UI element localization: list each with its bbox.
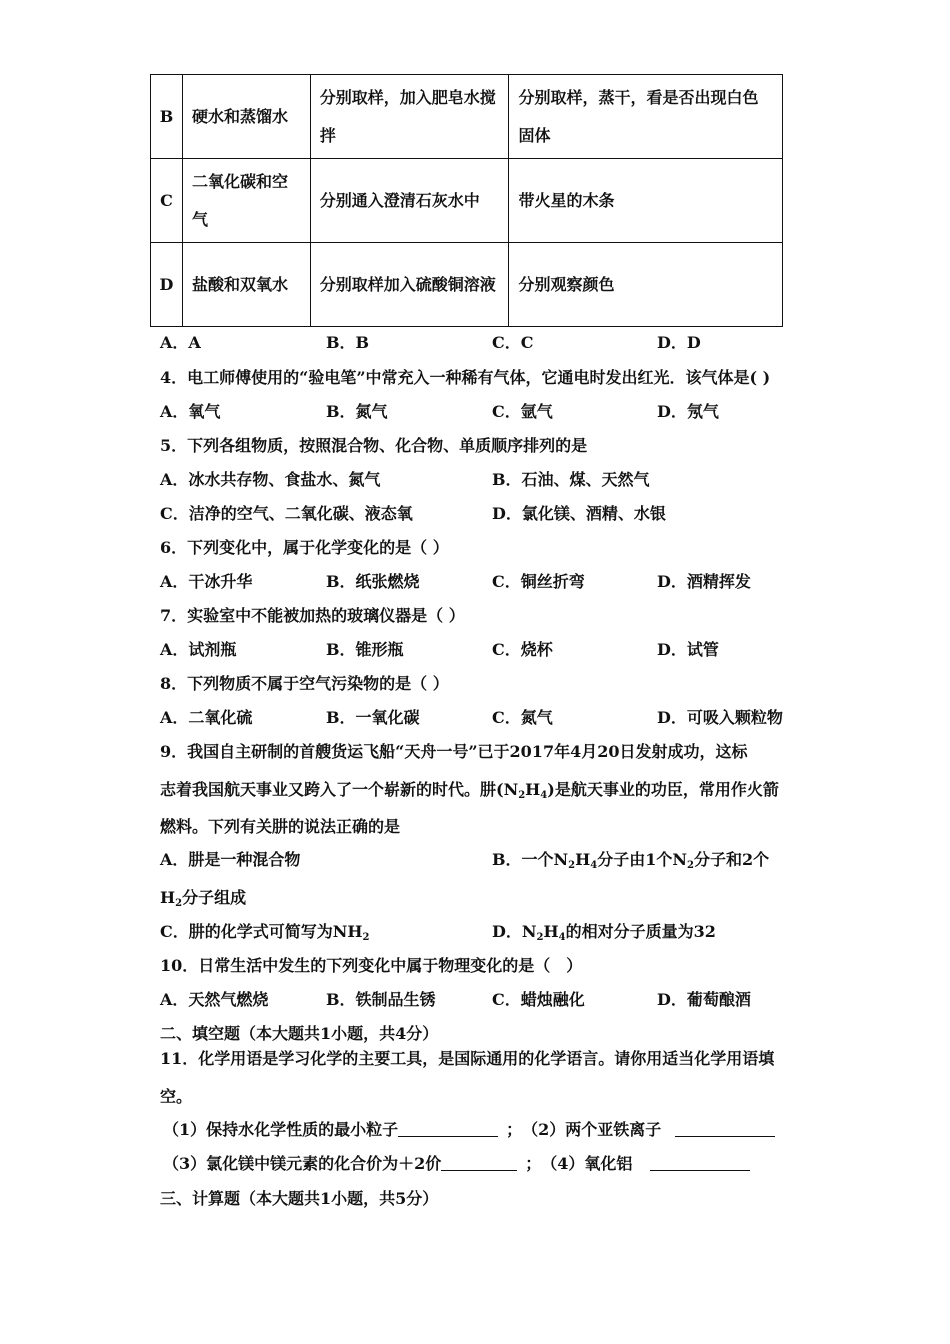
subscript: 2	[568, 860, 576, 871]
q8-option-a: A．二氧化硫	[160, 708, 253, 727]
q3-option-d: D．D	[657, 333, 701, 352]
text: H	[543, 922, 559, 941]
text: 的相对分子质量为32	[565, 922, 716, 941]
q7-stem: 7．实验室中不能被加热的玻璃仪器是（ ）	[160, 606, 465, 625]
q4-option-a: A．氧气	[160, 402, 221, 421]
text: （1）保持水化学性质的最小粒子	[163, 1120, 399, 1139]
text: H	[575, 850, 591, 869]
text: （2）两个亚铁离子	[530, 1120, 662, 1139]
table-row	[151, 159, 783, 243]
q8-stem: 8．下列物质不属于空气污染物的是（ ）	[160, 674, 449, 693]
q11-row-2	[163, 1152, 750, 1176]
row-label: C	[151, 159, 183, 243]
answer-blank[interactable]	[441, 1154, 517, 1171]
q6-stem: 6．下列变化中，属于化学变化的是（ ）	[160, 538, 449, 557]
q6-option-a: A．干冰升华	[160, 572, 253, 591]
text: D．N	[492, 922, 537, 941]
row-label: D	[151, 243, 183, 327]
text: )是航天事业的功臣，常用作火箭	[547, 780, 779, 799]
text: 分子由1个N	[597, 850, 687, 869]
q10-option-b: B．铁制品生锈	[326, 990, 436, 1009]
text: （4）氧化铝	[549, 1154, 633, 1173]
text: B．一个N	[492, 850, 569, 869]
q9-stem-line3: 燃料。下列有关肼的说法正确的是	[160, 817, 401, 836]
q9-option-a: A．肼是一种混合物	[160, 850, 301, 869]
text: 志着我国航天事业又跨入了一个崭新的时代。肼(N	[160, 780, 519, 799]
row-method1: 分别通入澄清石灰水中	[310, 159, 509, 243]
text: H	[160, 888, 176, 907]
q11-stem-line2: 空。	[160, 1087, 193, 1106]
section-3-heading: 三、计算题（本大题共1小题，共5分）	[160, 1189, 439, 1208]
q3-option-b: B．B	[326, 333, 370, 352]
subscript: 2	[686, 860, 694, 871]
experiment-table	[150, 74, 783, 327]
q11-row-1	[163, 1118, 775, 1142]
text: 分子组成	[182, 888, 247, 907]
q11-stem-line1: 11．化学用语是学习化学的主要工具，是国际通用的化学语言。请你用适当化学用语填	[160, 1049, 775, 1068]
subscript: 4	[540, 790, 548, 801]
q8-option-c: C．氮气	[492, 708, 553, 727]
q4-option-c: C．氩气	[492, 402, 553, 421]
answer-blank[interactable]	[650, 1154, 750, 1171]
q10-stem: 10．日常生活中发生的下列变化中属于物理变化的是（ ）	[160, 956, 583, 975]
q6-option-b: B．纸张燃烧	[326, 572, 420, 591]
answer-blank[interactable]	[398, 1120, 498, 1137]
q6-option-c: C．铜丝折弯	[492, 572, 585, 591]
q10-option-d: D．葡萄酿酒	[657, 990, 751, 1009]
text: （3）氯化镁中镁元素的化合价为＋2价	[163, 1154, 442, 1173]
q3-option-c: C．C	[492, 333, 534, 352]
q6-option-d: D．酒精挥发	[657, 572, 751, 591]
subscript: 2	[518, 790, 526, 801]
q5-stem: 5．下列各组物质，按照混合物、化合物、单质顺序排列的是	[160, 436, 588, 455]
q5-option-c: C．洁净的空气、二氧化碳、液态氧	[160, 504, 413, 523]
subscript: 2	[536, 932, 544, 943]
text: C．肼的化学式可简写为NH	[160, 922, 363, 941]
subscript: 2	[175, 898, 183, 909]
q7-option-b: B．锥形瓶	[326, 640, 404, 659]
text: ；	[506, 1120, 523, 1139]
row-method2: 分别观察颜色	[509, 243, 783, 327]
row-method1: 分别取样加入硫酸铜溶液	[310, 243, 509, 327]
q5-option-d: D．氯化镁、酒精、水银	[492, 504, 666, 523]
q9-option-d	[492, 920, 716, 944]
q7-option-c: C．烧杯	[492, 640, 553, 659]
q7-option-d: D．试管	[657, 640, 719, 659]
text: ；	[525, 1154, 542, 1173]
subscript: 2	[362, 932, 370, 943]
q4-option-d: D．氖气	[657, 402, 719, 421]
section-2-heading: 二、填空题（本大题共1小题，共4分）	[160, 1024, 439, 1043]
q5-option-b: B．石油、煤、天然气	[492, 470, 650, 489]
table-row	[151, 243, 783, 327]
text: 分子和2个	[693, 850, 770, 869]
q9-option-b-cont	[160, 886, 246, 910]
q5-option-a: A．冰水共存物、食盐水、氮气	[160, 470, 381, 489]
q9-stem-line1: 9．我国自主研制的首艘货运飞船“天舟一号”已于2017年4月20日发射成功，这标	[160, 742, 748, 761]
subscript: 4	[590, 860, 598, 871]
q9-stem-line2	[160, 778, 779, 802]
q9-option-b	[492, 848, 769, 872]
q8-option-d: D．可吸入颗粒物	[657, 708, 783, 727]
q3-option-a: A．A	[160, 333, 201, 352]
row-label: B	[151, 75, 183, 159]
row-items: 盐酸和双氧水	[182, 243, 310, 327]
table-row	[151, 75, 783, 159]
text: H	[525, 780, 541, 799]
q4-option-b: B．氮气	[326, 402, 388, 421]
subscript: 4	[558, 932, 566, 943]
row-items: 二氧化碳和空气	[182, 159, 310, 243]
q4-stem: 4．电工师傅使用的“验电笔”中常充入一种稀有气体，它通电时发出红光．该气体是( )	[160, 368, 771, 387]
q10-option-a: A．天然气燃烧	[160, 990, 269, 1009]
row-method2: 分别取样，蒸干，看是否出现白色固体	[509, 75, 783, 159]
q8-option-b: B．一氧化碳	[326, 708, 420, 727]
answer-blank[interactable]	[675, 1120, 775, 1137]
q9-option-c	[160, 920, 369, 944]
row-method1: 分别取样，加入肥皂水搅拌	[310, 75, 509, 159]
row-items: 硬水和蒸馏水	[182, 75, 310, 159]
q7-option-a: A．试剂瓶	[160, 640, 237, 659]
row-method2: 带火星的木条	[509, 159, 783, 243]
q10-option-c: C．蜡烛融化	[492, 990, 585, 1009]
